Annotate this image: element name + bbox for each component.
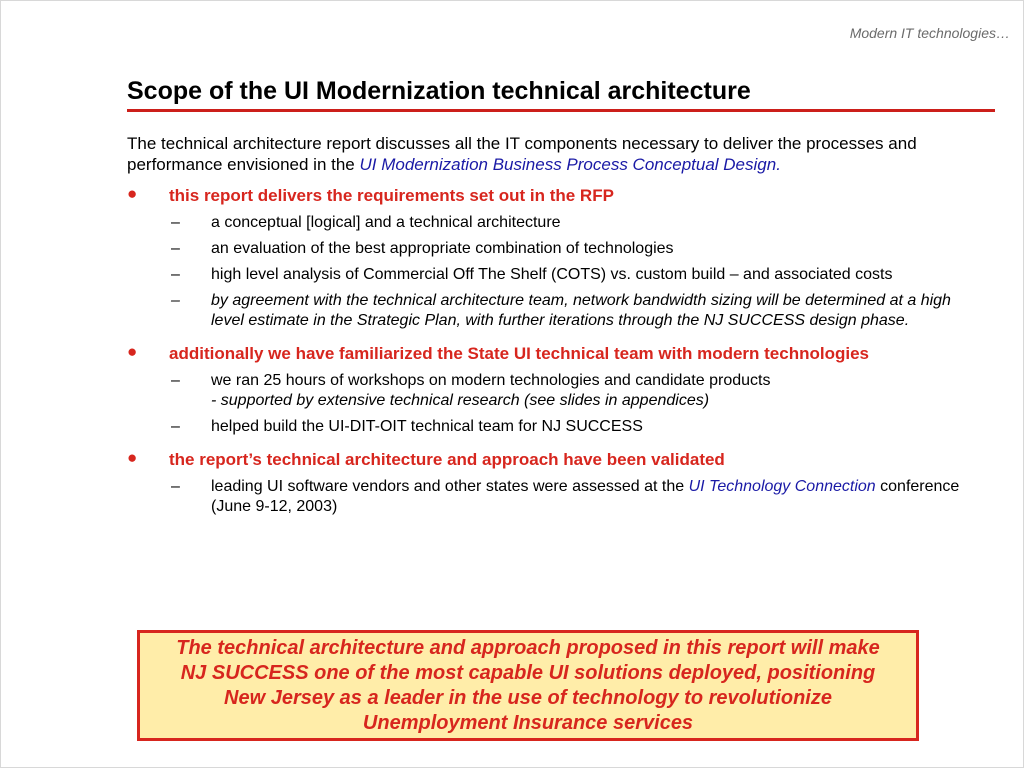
- intro-text: The technical architecture report discusses all the IT components necessary to deliver the processes and performance envisioned in the: [127, 134, 917, 174]
- bullet-heading: the report’s technical architecture and approach have been validated: [169, 450, 725, 469]
- dash-icon: –: [171, 418, 180, 435]
- sub-item-text: leading UI software vendors and other states were assessed at the: [211, 478, 689, 495]
- sub-item: [127, 371, 987, 411]
- sub-item: [127, 477, 987, 517]
- sub-item-text: by agreement with the technical architecture team, network bandwidth sizing will be determined at a high level estimate in the Strategic Plan, with further iterations through the NJ SUCCESS design phase.: [211, 292, 951, 329]
- sub-item-text-end: conference (June 9-12, 2003): [211, 478, 960, 515]
- sub-item: [127, 239, 987, 259]
- sub-item-text: a conceptual [logical] and a technical architecture: [211, 214, 561, 231]
- sub-item: [127, 265, 987, 285]
- bullet-icon: ●: [127, 184, 138, 203]
- intro-paragraph: [127, 133, 987, 175]
- dash-icon: –: [171, 292, 180, 309]
- dash-icon: –: [171, 214, 180, 231]
- sub-item-text: high level analysis of Commercial Off The Shelf (COTS) vs. custom build – and associated costs: [211, 266, 893, 283]
- dash-icon: –: [171, 266, 180, 283]
- title-underline: [127, 109, 995, 112]
- bullet-item-rfp: [127, 185, 987, 206]
- sub-item: [127, 417, 987, 437]
- slide-title: Scope of the UI Modernization technical architecture: [127, 77, 751, 105]
- bullet-icon: ●: [127, 342, 138, 361]
- intro-period: .: [776, 155, 781, 174]
- callout-text: The technical architecture and approach proposed in this report will make NJ SUCCESS one of the most capable UI solutions deployed, positioning New Jersey as a leader in the use of technology to revolutionize Unemployment Insurance services: [176, 636, 880, 734]
- sub-item: [127, 213, 987, 233]
- bullet-item-familiarized: [127, 343, 987, 364]
- bullet-heading: additionally we have familiarized the State UI technical team with modern technologies: [169, 344, 869, 363]
- sub-item: [127, 291, 987, 331]
- dash-icon: –: [171, 240, 180, 257]
- header-note: Modern IT technologies…: [849, 25, 1010, 41]
- bullet-heading: this report delivers the requirements set out in the RFP: [169, 186, 614, 205]
- bullet-item-validated: [127, 449, 987, 470]
- sub-item-emphasis: UI Technology Connection: [688, 478, 876, 495]
- sub-item-text: we ran 25 hours of workshops on modern technologies and candidate products: [211, 372, 771, 389]
- bullet-icon: ●: [127, 448, 138, 467]
- dash-icon: –: [171, 372, 180, 389]
- intro-emphasis: UI Modernization Business Process Conceptual Design: [359, 155, 777, 174]
- sub-item-text: helped build the UI-DIT-OIT technical team for NJ SUCCESS: [211, 418, 643, 435]
- callout-box: [137, 630, 919, 741]
- sub-item-note: - supported by extensive technical research (see slides in appendices): [211, 392, 710, 409]
- dash-icon: –: [171, 478, 180, 495]
- slide-body: [127, 133, 987, 523]
- sub-item-text: an evaluation of the best appropriate combination of technologies: [211, 240, 674, 257]
